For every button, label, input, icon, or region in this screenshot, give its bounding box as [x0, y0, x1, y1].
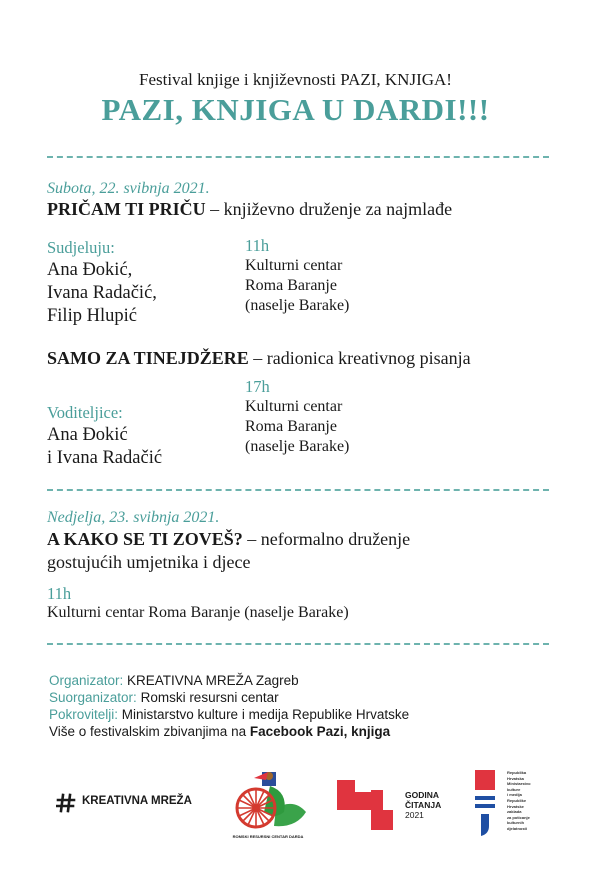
event2-name: SAMO ZA TINEJDŽERE — [47, 348, 249, 368]
event1-place — [245, 256, 349, 316]
godina-line: 2021 — [405, 810, 424, 820]
day1-date: Subota, 22. svibnja 2021. — [47, 180, 210, 197]
day1-event1-title — [47, 199, 452, 220]
ministry-line: Republika — [507, 770, 527, 775]
event3-desc-line2: gostujućih umjetnika i djece — [47, 552, 251, 572]
day2-date: Nedjelja, 23. svibnja 2021. — [47, 509, 220, 526]
romski-centar-logo — [226, 768, 310, 840]
divider-middle — [47, 489, 549, 491]
facebook-link[interactable]: Facebook Pazi, knjiga — [249, 724, 391, 739]
event1-name: PRIČAM TI PRIČU — [47, 199, 206, 219]
ministry-line: Hrvatske — [507, 803, 524, 809]
ministry-line: djelatnosti — [507, 825, 528, 831]
ministry-emblem-icon — [475, 770, 499, 836]
godina-line: ČITANJA — [405, 800, 442, 810]
event1-desc: – književno druženje za najmlađe — [205, 199, 453, 219]
day2-event-title — [47, 528, 410, 574]
more-info-text: Više o festivalskim zbivanjima na — [49, 724, 250, 739]
coorganizer-label: Suorganizator: — [49, 690, 137, 705]
participant: Filip Hlupić — [47, 306, 137, 326]
event3-name: A KAKO SE TI ZOVEŠ? — [47, 529, 243, 549]
leader: Ana Đokić — [47, 425, 128, 445]
festival-title: PAZI, KNJIGA U DARDI!!! — [101, 92, 490, 127]
place-line: (naselje Barake) — [245, 297, 350, 314]
event2-time: 17h — [245, 377, 270, 396]
place-line: Roma Baranje — [245, 418, 337, 435]
event2-leaders-label: Voditeljice: — [47, 403, 123, 422]
organizer-label: Organizator: — [49, 673, 124, 688]
ministry-line: kulture — [507, 786, 521, 792]
divider-top — [47, 156, 549, 158]
ministry-line: i medija — [507, 792, 522, 798]
divider-bottom — [47, 643, 549, 645]
ministry-line: kulturnih — [507, 820, 525, 826]
godina-line: GODINA — [405, 790, 439, 800]
ministry-text — [507, 770, 531, 832]
godina-citanja-text — [405, 790, 441, 820]
participant: Ivana Radačić, — [47, 283, 157, 303]
event1-participants — [47, 259, 157, 328]
place-line: Kulturni centar — [245, 257, 343, 274]
footer-credits — [49, 672, 409, 740]
ministry-line: Ministarstvo — [507, 781, 531, 787]
ministry-logo — [475, 770, 545, 842]
event1-time: 11h — [245, 236, 270, 255]
patrons: Ministarstvo kulture i medija Republike Hrvatske — [118, 707, 410, 722]
ministry-line: Republike — [507, 797, 527, 803]
organizer: KREATIVNA MREŽA Zagreb — [123, 673, 299, 688]
ministry-line: zaklada — [507, 809, 522, 815]
day1-event2-title — [47, 348, 471, 369]
place-line: Kulturni centar — [245, 398, 343, 415]
event2-leaders — [47, 424, 162, 470]
leader: i Ivana Radačić — [47, 448, 163, 468]
patrons-label: Pokrovitelji: — [49, 707, 119, 722]
event3-time: 11h — [47, 584, 72, 603]
ministry-line: Hrvatska — [507, 775, 524, 781]
event2-desc: – radionica kreativnog pisanja — [248, 348, 471, 368]
place-line: Roma Baranje — [245, 277, 337, 294]
event1-participants-label: Sudjeluju: — [47, 238, 115, 257]
red-blocks-icon — [337, 780, 399, 830]
event3-desc-line1: – neformalno druženje — [242, 529, 411, 549]
ministry-line: za poticanje — [507, 814, 530, 820]
event2-place — [245, 397, 349, 457]
romski-centar-text: ROMSKI RESURSNI CENTAR DARDA — [232, 834, 304, 839]
kreativna-mreza-text: KREATIVNA MREŽA — [82, 795, 192, 807]
kreativna-mreza-logo — [56, 792, 206, 814]
coorganizer: Romski resursni centar — [136, 690, 279, 705]
wheel-dancer-icon — [226, 768, 310, 834]
festival-subtitle: Festival knjige i književnosti PAZI, KNJIGA! — [139, 70, 452, 89]
godina-citanja-logo — [337, 780, 442, 830]
participant: Ana Đokić, — [47, 260, 133, 280]
hash-icon — [56, 793, 76, 813]
place-line: (naselje Barake) — [245, 438, 350, 455]
event3-place: Kulturni centar Roma Baranje (naselje Barake) — [47, 604, 349, 621]
